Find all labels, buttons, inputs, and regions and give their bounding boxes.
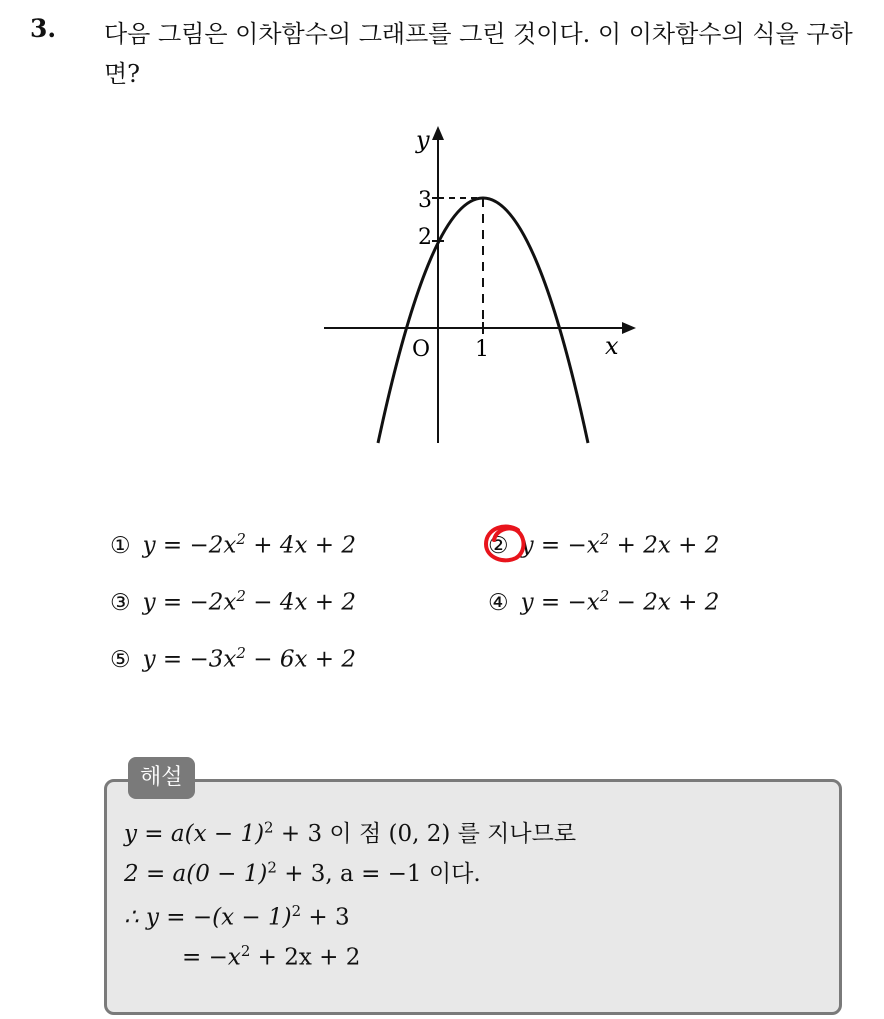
choice-number: ③ — [110, 589, 131, 616]
choice-number: ① — [110, 532, 131, 559]
answer-circle-mark — [480, 520, 532, 568]
question-text: 다음 그림은 이차함수의 그래프를 그린 것이다. 이 이차함수의 식을 구하면? — [104, 20, 853, 88]
question-number: 3. — [30, 14, 57, 43]
choice-4[interactable]: ④ $y = -x^2 - 2x + 2$ — [488, 587, 720, 616]
choice-5[interactable]: ⑤ $y = -3x^2 - 6x + 2$ — [110, 644, 356, 673]
origin-label: O — [412, 337, 431, 362]
choice-number: ④ — [488, 589, 509, 616]
choice-number: ⑤ — [110, 646, 131, 673]
choice-3[interactable]: ③ $y = -2x^2 - 4x + 2$ — [110, 587, 356, 616]
solution-line-1: $y = a(x - 1)^2 + 3$ 이 점 (0, 2) 를 지나므로 — [124, 818, 577, 847]
choice-number: ② — [488, 532, 509, 559]
x-axis-arrow — [622, 322, 636, 334]
parabola-graph — [318, 118, 648, 453]
solution-line-2: $2 = a(0 - 1)^2 + 3$, a = −1 이다. — [124, 858, 481, 887]
tick-label-x-1: 1 — [475, 337, 489, 362]
y-axis-arrow — [432, 126, 444, 140]
solution-line-4: = $-x^2 + 2x + 2$ — [182, 942, 361, 971]
tick-label-y-3: 3 — [418, 188, 432, 213]
tick-label-y-2: 2 — [418, 225, 432, 250]
choice-1[interactable]: ① $y = -2x^2 + 4x + 2$ — [110, 530, 356, 559]
solution-tag: 해설 — [128, 757, 195, 799]
x-axis-label: x — [605, 332, 619, 360]
y-axis-label: y — [416, 126, 430, 154]
solution-line-3: ∴ $y = -(x - 1)^2 + 3$ — [124, 902, 350, 931]
choice-2[interactable]: ② $y = -x^2 + 2x + 2$ — [488, 530, 720, 559]
